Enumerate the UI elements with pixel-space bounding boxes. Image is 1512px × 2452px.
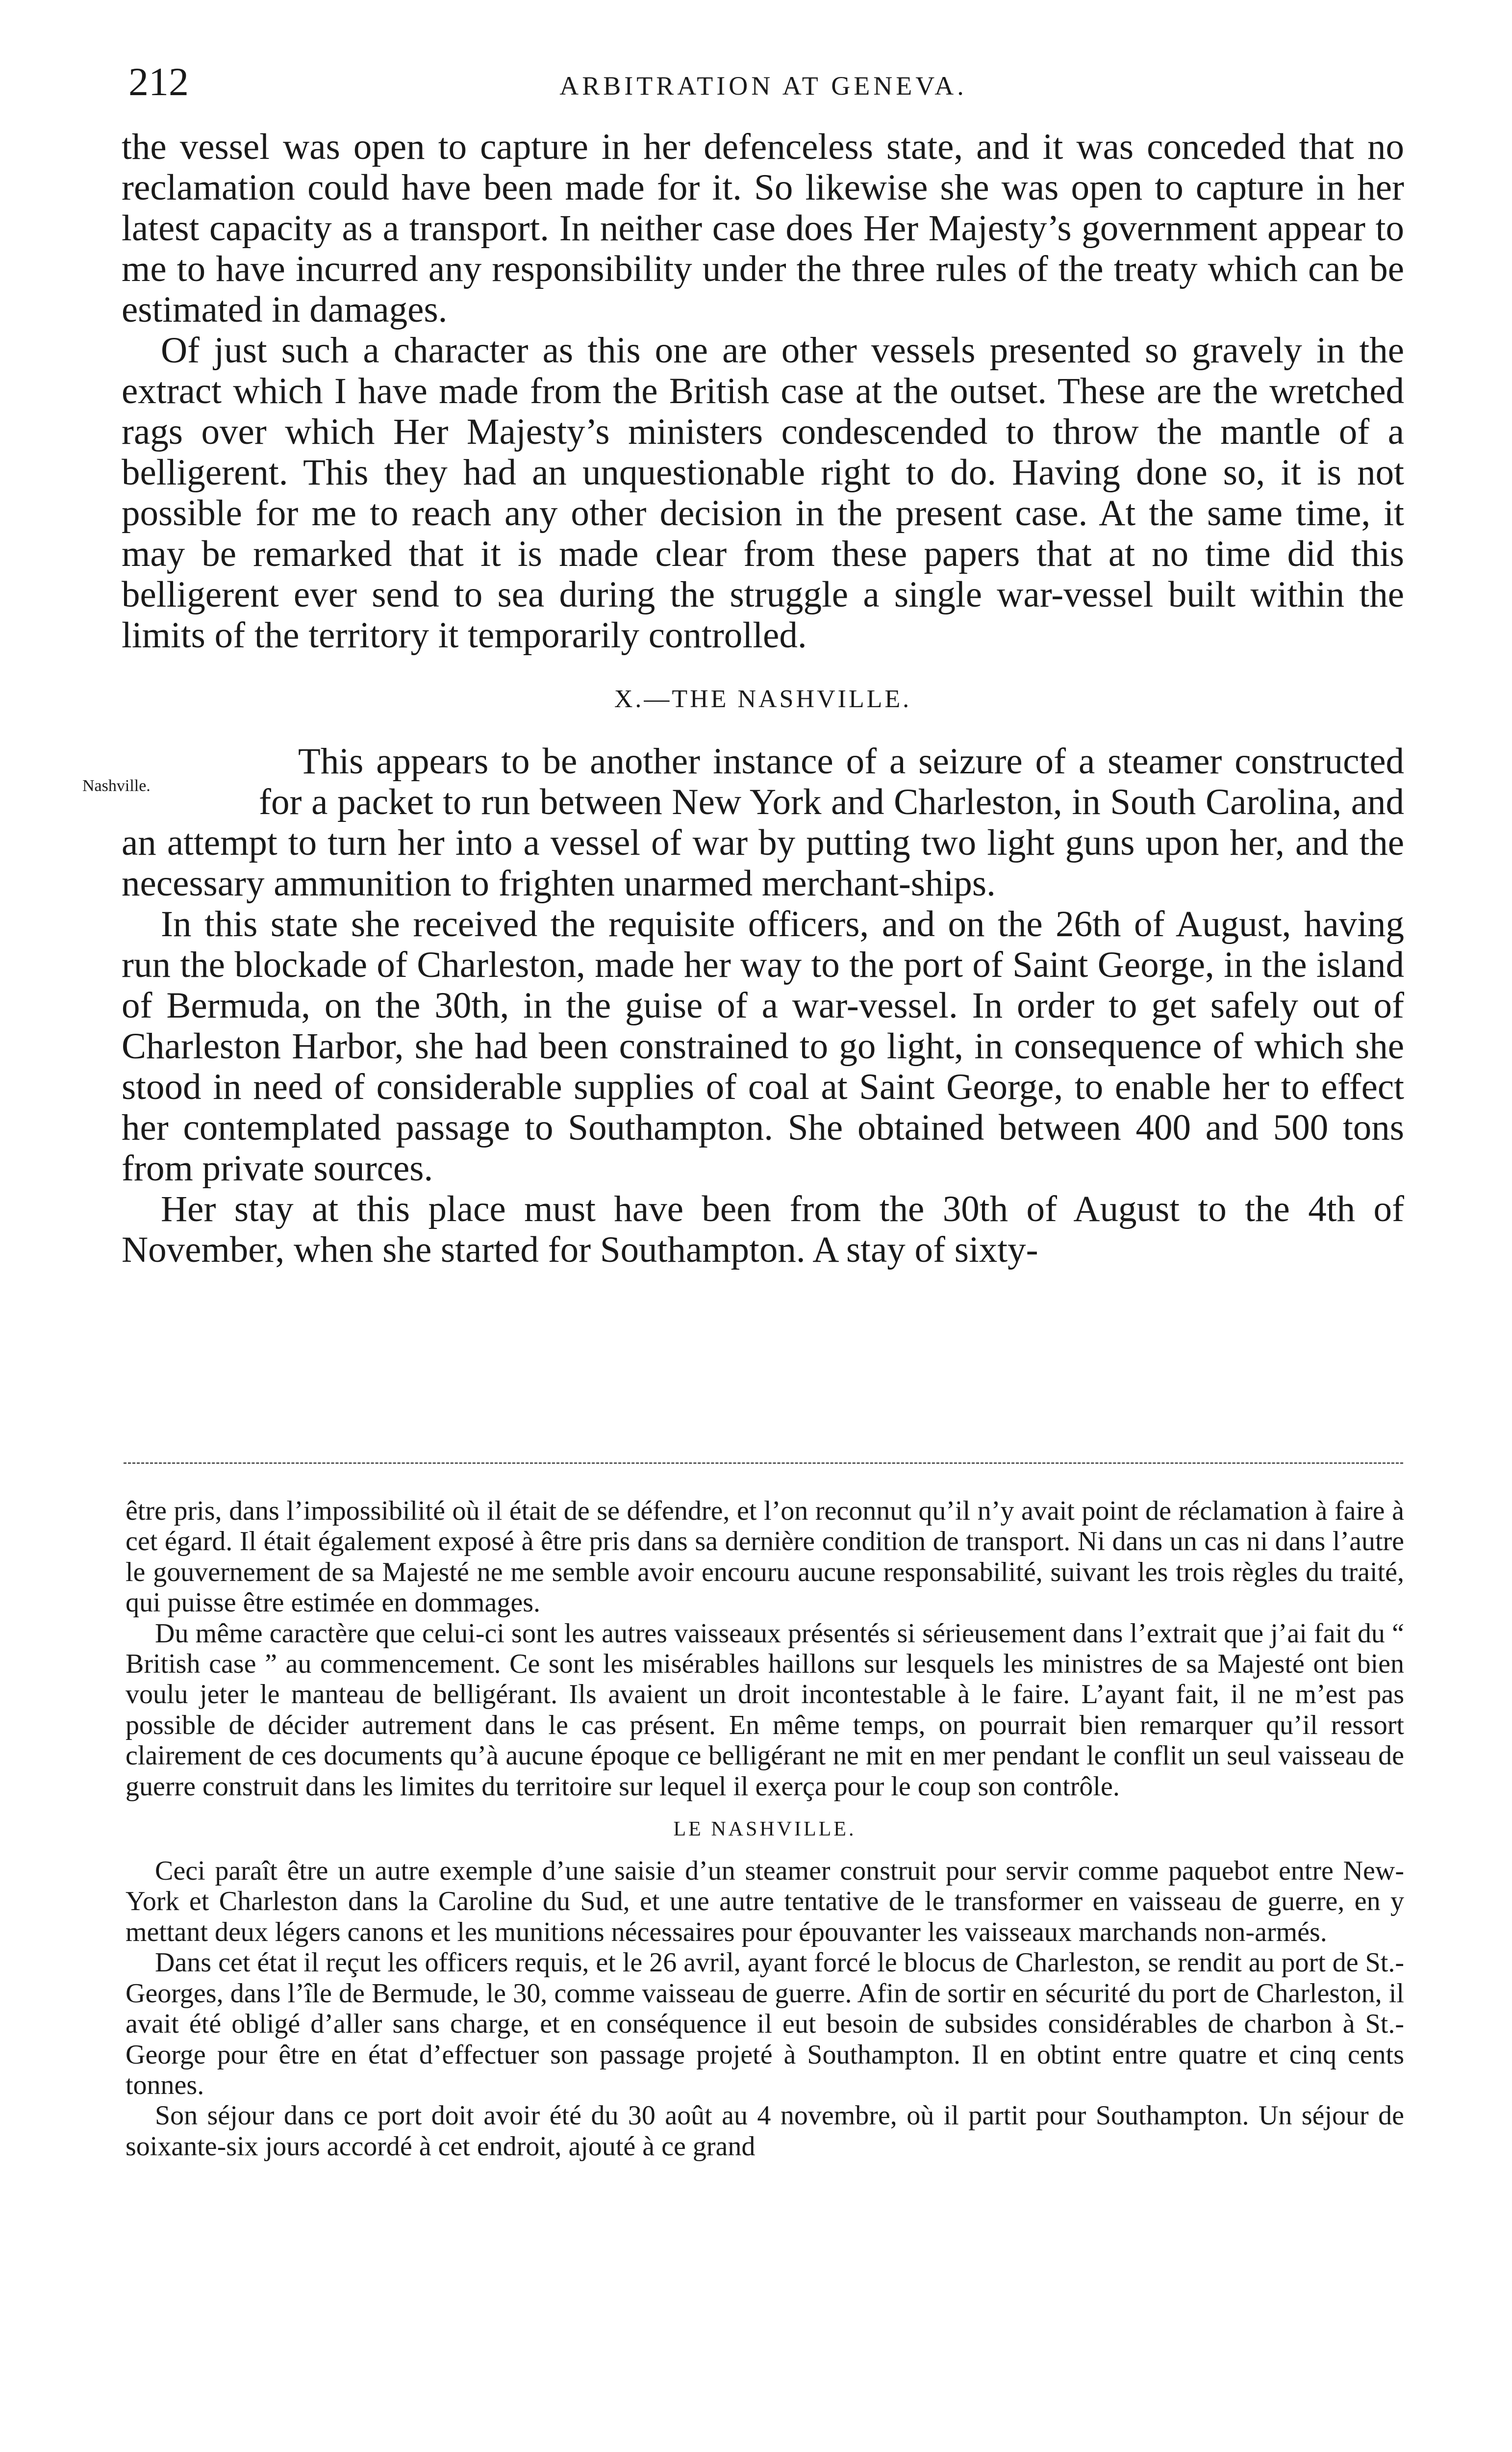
- section-heading: X.—THE NASHVILLE.: [614, 685, 912, 713]
- page-header: [128, 55, 1398, 109]
- margin-note: Nashville.: [82, 777, 151, 795]
- paragraph: Dans cet état il reçut les officers requis, et le 26 avril, ayant forcé le blocus de Charleston, se rendit au port de St.-Georges, dans l’île de Bermude, le 30, comme vaisseau de guerre. Afin de sortir en sécurité du port de Charleston, il avait été obligé d’aller sans charge, et en conséquence il eut besoin de subsides considérables de charbon à St.-George pour être en état d’effectuer son passage projeté à Southampton. Il en obtint entre quatre et cinq cents tonnes.: [126, 1947, 1404, 2100]
- paragraph: Her stay at this place must have been from the 30th of August to the 4th of November, when she started for Southampton. A stay of sixty-: [122, 1189, 1404, 1270]
- paragraph-text: This appears to be another instance of a seizure of a steamer constructed for a packet to run between New York and Charleston, in South Carolina, and an attempt to turn her into a vessel of war by putting two light guns upon her, and the necessary ammunition to frighten unarmed merchant-ships.: [122, 741, 1404, 904]
- paragraph: the vessel was open to capture in her defenceless state, and it was conceded that no reclamation could have been made for it. So likewise she was open to capture in her latest capacity as a transport. In neither case does Her Majesty’s government appear to me to have incurred any responsibility under the three rules of the treaty which can be estimated in damages.: [122, 127, 1404, 330]
- paragraph: Of just such a character as this one are other vessels presented so gravely in the extract which I have made from the British case at the outset. These are the wretched rags over which Her Majesty’s ministers condescended to throw the mantle of a belligerent. This they had an unquestionable right to do. Having done so, it is not possible for me to reach any other decision in the present case. At the same time, it may be remarked that it is made clear from these papers that at no time did this belligerent ever send to sea during the struggle a single war-vessel built within the limits of the territory it temporarily controlled.: [122, 330, 1404, 656]
- paragraph: Son séjour dans ce port doit avoir été du 30 août au 4 novembre, où il partit pour Southampton. Un séjour de soixante-six jours accordé à cet endroit, ajouté à ce grand: [126, 2100, 1404, 2162]
- page-number: 212: [128, 59, 189, 104]
- section-heading: LE NASHVILLE.: [673, 1818, 857, 1841]
- paragraph: Ceci paraît être un autre exemple d’une saisie d’un steamer construit pour servir comme paquebot entre New-York et Charleston dans la Caroline du Sud, et une autre tentative de le transformer en vaisseau de guerre, en y mettant deux légers canons et les munitions nécessaires pour épouvanter les vaisseaux marchands non-armés.: [126, 1856, 1404, 1947]
- paragraph: être pris, dans l’impossibilité où il était de se défendre, et l’on reconnut qu’il n’y avait point de réclamation à faire à cet égard. Il était également exposé à être pris dans sa dernière condition de transport. Ni dans un cas ni dans l’autre le gouvernement de sa Majesté ne me semble avoir encouru aucune responsabilité, suivant les trois règles du traité, qui puisse être estimée en dommages.: [126, 1496, 1404, 1618]
- english-text: [82, 127, 1404, 1270]
- footnote-divider: [124, 1462, 1403, 1464]
- running-title: ARBITRATION AT GENEVA.: [559, 71, 967, 101]
- french-translation: [126, 1496, 1404, 2162]
- paragraph: [82, 741, 1404, 904]
- paragraph: Du même caractère que celui-ci sont les autres vaisseaux présentés si sérieusement dans l’extrait que j’ai fait du “ British case ” au commencement. Ce sont les misérables haillons sur lesquels les ministres de sa Majesté ont bien voulu jeter le manteau de belligérant. Ils avaient un droit incontestable à le faire. L’ayant fait, il ne m’est pas possible de décider autrement dans le cas présent. En même temps, on pourrait bien remarquer qu’il ressort clairement de ces documents qu’à aucune époque ce belligérant ne mit en mer pendant le conflit un seul vaisseau de guerre construit dans les limites du territoire sur lequel il exerça pour le coup son contrôle.: [126, 1618, 1404, 1802]
- paragraph: In this state she received the requisite officers, and on the 26th of August, having run the blockade of Charleston, made her way to the port of Saint George, in the island of Bermuda, on the 30th, in the guise of a war-vessel. In order to get safely out of Charleston Harbor, she had been constrained to go light, in consequence of which she stood in need of considerable supplies of coal at Saint George, to enable her to effect her contemplated passage to Southampton. She obtained between 400 and 500 tons from private sources.: [122, 904, 1404, 1189]
